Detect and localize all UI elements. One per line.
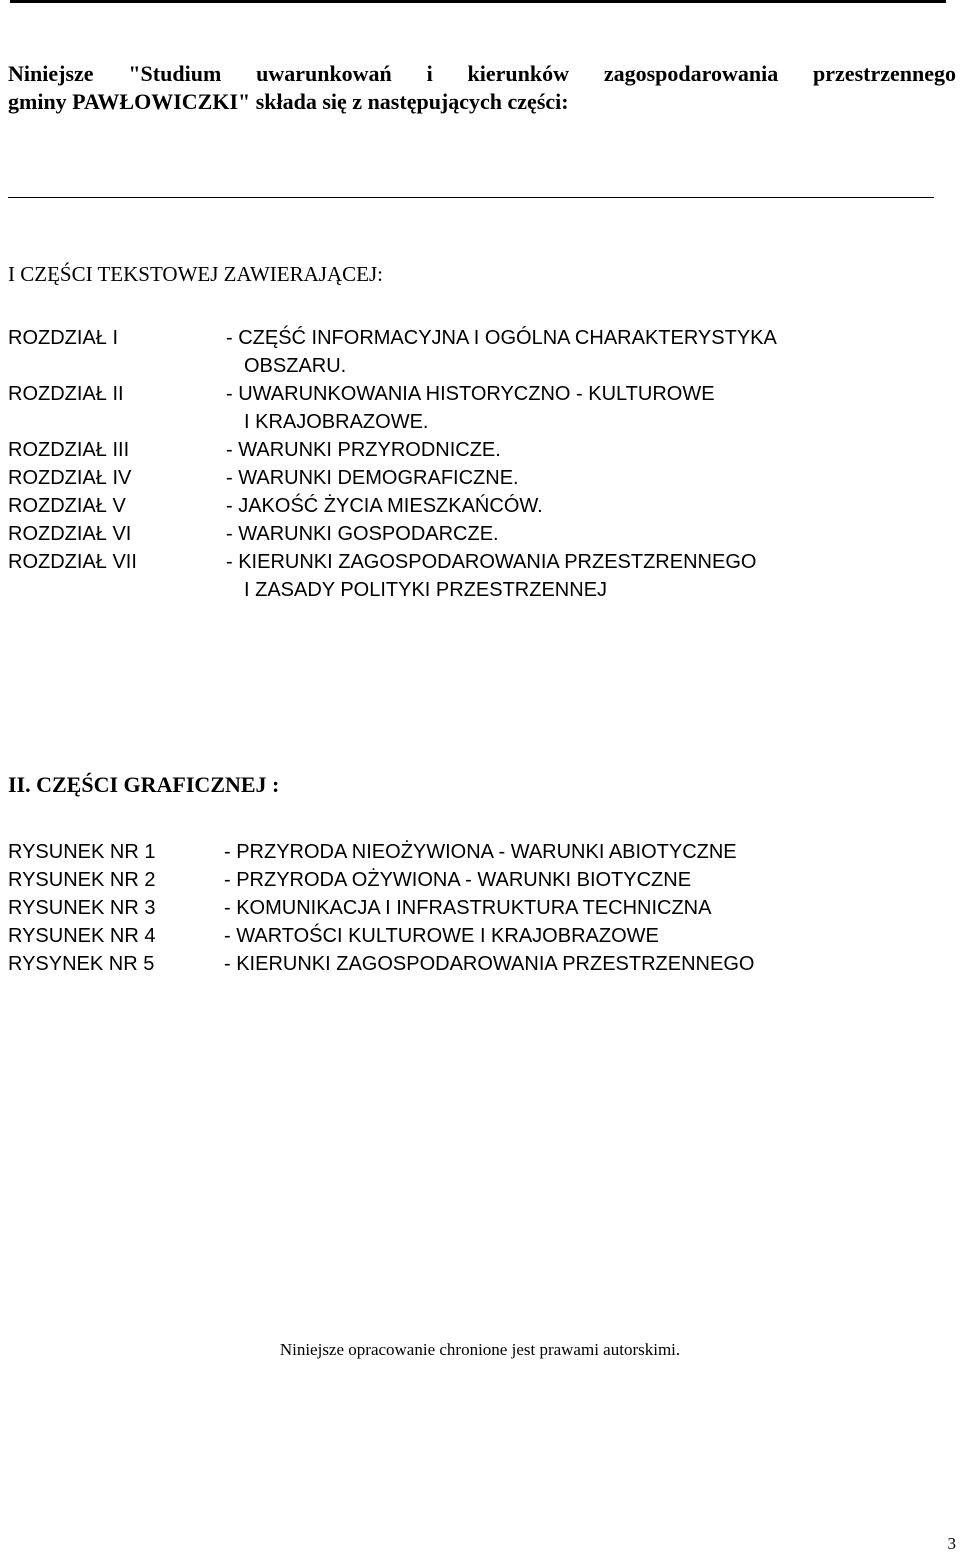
list-item xyxy=(8,464,938,492)
drawing-description: - PRZYRODA NIEOŻYWIONA - WARUNKI ABIOTYCZNE xyxy=(224,841,737,863)
chapter-list xyxy=(8,324,938,604)
chapter-label: ROZDZIAŁ VII xyxy=(8,551,137,573)
chapter-line: - UWARUNKOWANIA HISTORYCZNO - KULTUROWE xyxy=(226,383,715,405)
graphic-part-heading: II. CZĘŚCI GRAFICZNEJ : xyxy=(8,772,280,797)
drawing-description: - PRZYRODA OŻYWIONA - WARUNKI BIOTYCZNE xyxy=(224,869,692,891)
drawing-description: - KIERUNKI ZAGOSPODAROWANIA PRZESTRZENNEGO xyxy=(224,953,755,975)
list-item xyxy=(8,894,938,922)
chapter-label: ROZDZIAŁ III xyxy=(8,439,130,461)
chapter-line: - KIERUNKI ZAGOSPODAROWANIA PRZESTZRENNEGO xyxy=(226,551,757,573)
chapter-line: - CZĘŚĆ INFORMACYJNA I OGÓLNA CHARAKTERYSTYKA xyxy=(226,327,777,349)
intro-paragraph xyxy=(8,60,956,116)
drawing-label: RYSUNEK NR 3 xyxy=(8,897,156,919)
top-rule xyxy=(10,0,946,3)
drawing-label: RYSUNEK NR 1 xyxy=(8,841,156,863)
chapter-label: ROZDZIAŁ VI xyxy=(8,523,132,545)
drawing-description: - KOMUNIKACJA I INFRASTRUKTURA TECHNICZNA xyxy=(224,897,712,919)
drawing-description: - WARTOŚCI KULTUROWE I KRAJOBRAZOWE xyxy=(224,925,659,947)
chapter-description xyxy=(226,548,756,604)
list-item xyxy=(8,922,938,950)
page-number: 3 xyxy=(947,1534,956,1553)
chapter-description xyxy=(226,464,519,492)
drawing-list xyxy=(8,838,938,978)
list-item xyxy=(8,838,938,866)
chapter-line: I ZASADY POLITYKI PRZESTRZENNEJ xyxy=(244,579,608,601)
chapter-line: - JAKOŚĆ ŻYCIA MIESZKAŃCÓW. xyxy=(226,495,543,517)
chapter-description xyxy=(226,520,499,548)
list-item xyxy=(8,548,938,604)
chapter-label: ROZDZIAŁ I xyxy=(8,327,119,349)
text-part-heading: I CZĘŚCI TEKSTOWEJ ZAWIERAJĄCEJ: xyxy=(8,262,383,286)
section-divider xyxy=(8,197,934,198)
list-item xyxy=(8,492,938,520)
chapter-label: ROZDZIAŁ V xyxy=(8,495,126,517)
chapter-line: OBSZARU. xyxy=(244,355,347,377)
list-item xyxy=(8,380,938,436)
drawing-label: RYSYNEK NR 5 xyxy=(8,953,155,975)
list-item xyxy=(8,520,938,548)
list-item xyxy=(8,436,938,464)
chapter-description xyxy=(226,492,543,520)
intro-line-2: gminy PAWŁOWICZKI" składa się z następujących części: xyxy=(8,89,569,114)
list-item xyxy=(8,866,938,894)
chapter-line: - WARUNKI PRZYRODNICZE. xyxy=(226,439,501,461)
list-item xyxy=(8,950,938,978)
chapter-label: ROZDZIAŁ IV xyxy=(8,467,132,489)
drawing-label: RYSUNEK NR 4 xyxy=(8,925,156,947)
drawing-label: RYSUNEK NR 2 xyxy=(8,869,156,891)
chapter-description xyxy=(226,436,501,464)
intro-line-1: Niniejsze "Studium uwarunkowań i kierunków zagospodarowania przestrzennego xyxy=(8,61,956,86)
chapter-line: I KRAJOBRAZOWE. xyxy=(244,411,429,433)
copyright-notice: Niniejsze opracowanie chronione jest prawami autorskimi. xyxy=(279,1340,681,1359)
list-item xyxy=(8,324,938,380)
chapter-line: - WARUNKI GOSPODARCZE. xyxy=(226,523,499,545)
chapter-description xyxy=(226,324,777,380)
chapter-description xyxy=(226,380,715,436)
chapter-line: - WARUNKI DEMOGRAFICZNE. xyxy=(226,467,519,489)
chapter-label: ROZDZIAŁ II xyxy=(8,383,124,405)
